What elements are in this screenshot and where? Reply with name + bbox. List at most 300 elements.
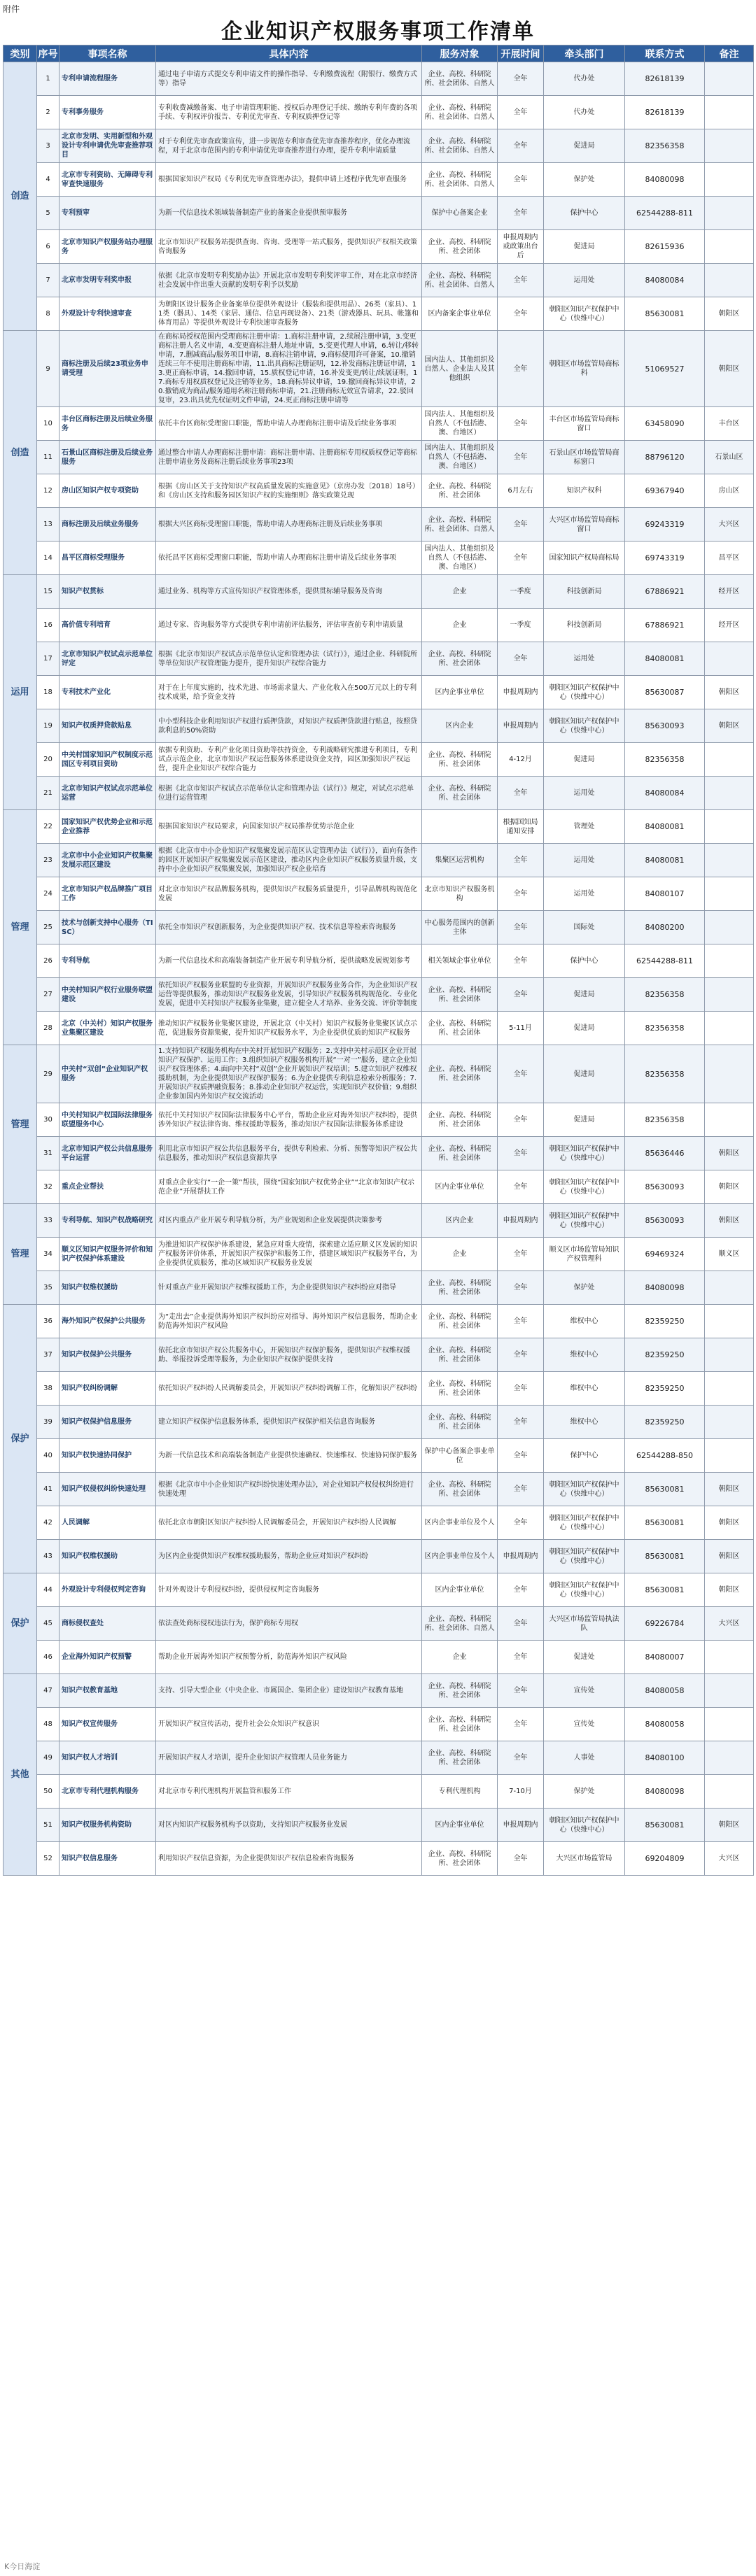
contact-phone: 62544288-811: [625, 197, 705, 230]
item-name: 石景山区商标注册及后续业务服务: [59, 441, 156, 474]
service-time: 全年: [498, 1674, 544, 1708]
remark: 朝阳区: [705, 1473, 754, 1506]
col-category: 类别: [4, 45, 37, 62]
category-cell: 管理: [4, 810, 37, 1045]
row-number: 27: [37, 978, 59, 1012]
service-audience: 企业、高校、科研院所、社会团体: [422, 1473, 498, 1506]
lead-department: 人事处: [544, 1741, 625, 1775]
lead-department: 朝阳区知识产权保护中心（快维中心）: [544, 1506, 625, 1540]
service-audience: 区内企事业单位及个人: [422, 1506, 498, 1540]
service-time: 全年: [498, 129, 544, 163]
lead-department: 大兴区市场监管局: [544, 1842, 625, 1876]
lead-department: 保护中心: [544, 197, 625, 230]
service-audience: 企业、高校、科研院所、社会团体: [422, 1842, 498, 1876]
contact-phone: 84080100: [625, 1741, 705, 1775]
service-time: 全年: [498, 911, 544, 944]
contact-phone: 84080058: [625, 1674, 705, 1708]
service-time: 全年: [498, 1607, 544, 1641]
contact-phone: 88796120: [625, 441, 705, 474]
item-description: 建立知识产权保护信息服务体系，提供知识产权保护相关信息咨询服务: [156, 1406, 422, 1439]
table-row: [4, 1473, 754, 1506]
service-time: 全年: [498, 1741, 544, 1775]
item-name: 国家知识产权优势企业和示范企业推荐: [59, 810, 156, 844]
lead-department: 促进处: [544, 1641, 625, 1674]
item-name: 中关村知识产权国际法律服务联盟服务中心: [59, 1103, 156, 1137]
remark: 经开区: [705, 609, 754, 642]
row-number: 30: [37, 1103, 59, 1137]
item-name: 北京市中小企业知识产权集聚发展示范区建设: [59, 844, 156, 877]
table-body: [4, 62, 754, 1876]
item-description: 根据《北京市知识产权试点示范单位认定和管理办法（试行）》规定，对试点示范单位进行运营管理: [156, 777, 422, 810]
item-description: 依托全市知识产权创新服务，为企业提供知识产权、技术信息等检索咨询服务: [156, 911, 422, 944]
table-row: [4, 609, 754, 642]
table-row: [4, 1406, 754, 1439]
service-audience: 企业: [422, 575, 498, 609]
service-time: 全年: [498, 96, 544, 129]
item-description: 根据国家知识产权局《专利优先审查管理办法》，提供申请上述程序优先审查服务: [156, 163, 422, 197]
row-number: 4: [37, 163, 59, 197]
col-time: 开展时间: [498, 45, 544, 62]
lead-department: 促进局: [544, 978, 625, 1012]
remark: [705, 129, 754, 163]
service-time: 申报周期内: [498, 709, 544, 743]
contact-phone: 85630081: [625, 1506, 705, 1540]
category-cell: 管理: [4, 1204, 37, 1305]
lead-department: 促进局: [544, 230, 625, 264]
table-row: [4, 62, 754, 96]
service-list-table: [3, 45, 754, 1876]
item-name: 专利申请流程服务: [59, 62, 156, 96]
item-name: 北京市知识产权公共信息服务平台运营: [59, 1137, 156, 1170]
remark: 经开区: [705, 575, 754, 609]
lead-department: 朝阳区知识产权保护中心（快维中心）: [544, 1137, 625, 1170]
table-row: [4, 1103, 754, 1137]
contact-phone: 85630087: [625, 676, 705, 709]
contact-phone: 82356358: [625, 1045, 705, 1103]
lead-department: 运用处: [544, 844, 625, 877]
contact-phone: 82359250: [625, 1406, 705, 1439]
table-row: [4, 1540, 754, 1573]
remark: [705, 230, 754, 264]
service-time: 全年: [498, 1641, 544, 1674]
service-audience: 集聚区运营机构: [422, 844, 498, 877]
lead-department: 朝阳区知识产权保护中心（快维中心）: [544, 1573, 625, 1607]
item-name: 高价值专利培育: [59, 609, 156, 642]
service-time: 一季度: [498, 609, 544, 642]
item-name: 昌平区商标受理服务: [59, 542, 156, 575]
item-description: 开展知识产权人才培训，提升企业知识产权管理人员业务能力: [156, 1741, 422, 1775]
row-number: 10: [37, 407, 59, 441]
item-description: 针对重点产业开展知识产权维权援助工作，为企业提供知识产权纠纷应对指导: [156, 1271, 422, 1305]
contact-phone: 84080098: [625, 1271, 705, 1305]
item-name: 知识产权保护公共服务: [59, 1338, 156, 1372]
service-audience: 企业、高校、科研院所、社会团体: [422, 1103, 498, 1137]
service-time: 全年: [498, 163, 544, 197]
lead-department: 保护中心: [544, 1439, 625, 1473]
item-description: 北京市知识产权服务站提供查询、咨询、受理等一站式服务，提供知识产权相关政策咨询服务: [156, 230, 422, 264]
attachment-label: 附件: [3, 4, 20, 14]
lead-department: 运用处: [544, 642, 625, 676]
service-audience: 企业、高校、科研院所、社会团体: [422, 1372, 498, 1406]
service-time: 全年: [498, 1103, 544, 1137]
table-row: [4, 96, 754, 129]
service-audience: 企业、高校、科研院所、社会团体、自然人: [422, 508, 498, 542]
item-description: 利用北京市知识产权公共信息服务平台，提供专利检索、分析、预警等知识产权公共信息服务，推动知识产权信息资源共享: [156, 1137, 422, 1170]
col-no: 序号: [37, 45, 59, 62]
service-audience: 区内企事业单位: [422, 676, 498, 709]
service-time: 根据国知局通知安排: [498, 810, 544, 844]
remark: [705, 642, 754, 676]
item-name: 知识产权侵权纠纷快速处理: [59, 1473, 156, 1506]
col-desc: 具体内容: [156, 45, 422, 62]
table-row: [4, 1674, 754, 1708]
service-audience: 企业、高校、科研院所、社会团体: [422, 1045, 498, 1103]
remark: [705, 844, 754, 877]
lead-department: 代办处: [544, 96, 625, 129]
item-name: 外观设计专利快速审查: [59, 297, 156, 331]
lead-department: 管理处: [544, 810, 625, 844]
service-time: 全年: [498, 1708, 544, 1741]
lead-department: 促进局: [544, 1012, 625, 1045]
remark: [705, 877, 754, 911]
service-time: 全年: [498, 1842, 544, 1876]
row-number: 42: [37, 1506, 59, 1540]
row-number: 49: [37, 1741, 59, 1775]
remark: [705, 1012, 754, 1045]
service-time: 全年: [498, 62, 544, 96]
item-description: 根据大兴区商标受理窗口职能，帮助申请人办理商标注册及后续业务事项: [156, 508, 422, 542]
item-name: 北京（中关村）知识产权服务业集聚区建设: [59, 1012, 156, 1045]
service-audience: 企业、高校、科研院所、社会团体: [422, 474, 498, 508]
contact-phone: 82356358: [625, 1012, 705, 1045]
remark: [705, 1045, 754, 1103]
contact-phone: 69469324: [625, 1238, 705, 1271]
service-time: 7-10月: [498, 1775, 544, 1809]
row-number: 14: [37, 542, 59, 575]
row-number: 50: [37, 1775, 59, 1809]
remark: 顺义区: [705, 1238, 754, 1271]
lead-department: 维权中心: [544, 1305, 625, 1338]
row-number: 37: [37, 1338, 59, 1372]
item-name: 丰台区商标注册及后续业务服务: [59, 407, 156, 441]
table-row: [4, 777, 754, 810]
lead-department: 国家知识产权局商标局: [544, 542, 625, 575]
remark: 朝阳区: [705, 676, 754, 709]
row-number: 9: [37, 331, 59, 407]
item-name: 外观设计专利侵权判定咨询: [59, 1573, 156, 1607]
service-time: 全年: [498, 1137, 544, 1170]
remark: 朝阳区: [705, 331, 754, 407]
row-number: 43: [37, 1540, 59, 1573]
lead-department: 保护处: [544, 163, 625, 197]
service-time: 全年: [498, 407, 544, 441]
service-time: 全年: [498, 1170, 544, 1204]
service-audience: 企业: [422, 609, 498, 642]
row-number: 33: [37, 1204, 59, 1238]
service-time: 全年: [498, 1338, 544, 1372]
category-cell: 创造: [4, 331, 37, 575]
remark: [705, 1439, 754, 1473]
service-audience: 国内法人、其他组织及自然人（不包括港、澳、台地区）: [422, 542, 498, 575]
lead-department: 朝阳区知识产权保护中心（快维中心）: [544, 1170, 625, 1204]
table-row: [4, 810, 754, 844]
col-name: 事项名称: [59, 45, 156, 62]
item-name: 知识产权保护信息服务: [59, 1406, 156, 1439]
lead-department: 朝阳区知识产权保护中心（快维中心）: [544, 1473, 625, 1506]
row-number: 20: [37, 743, 59, 777]
item-description: 帮助企业开展海外知识产权预警分析，防范海外知识产权风险: [156, 1641, 422, 1674]
item-description: 根据《北京市知识产权试点示范单位认定和管理办法（试行）》，通过企业、科研院所等单位知识产权管理能力提升，提升知识产权综合能力: [156, 642, 422, 676]
service-time: 全年: [498, 1406, 544, 1439]
contact-phone: 82356358: [625, 129, 705, 163]
item-name: 知识产权宣传服务: [59, 1708, 156, 1741]
row-number: 31: [37, 1137, 59, 1170]
remark: [705, 1775, 754, 1809]
table-row: [4, 911, 754, 944]
service-audience: 区内企事业单位及个人: [422, 1540, 498, 1573]
service-time: 全年: [498, 542, 544, 575]
table-row: [4, 1506, 754, 1540]
remark: 朝阳区: [705, 1809, 754, 1842]
service-time: 全年: [498, 441, 544, 474]
table-row: [4, 743, 754, 777]
contact-phone: 82618139: [625, 96, 705, 129]
service-audience: 企业、高校、科研院所、社会团体: [422, 978, 498, 1012]
service-audience: 区内企事业单位: [422, 1809, 498, 1842]
item-name: 房山区知识产权专项资助: [59, 474, 156, 508]
item-description: 依据《北京市发明专利奖励办法》开展北京市发明专利奖评审工作，对在北京市经济社会发展中作出重大贡献的发明专利予以奖励: [156, 264, 422, 297]
service-audience: 企业、高校、科研院所、社会团体、自然人: [422, 62, 498, 96]
remark: [705, 1338, 754, 1372]
remark: [705, 911, 754, 944]
remark: [705, 1372, 754, 1406]
item-description: 对北京市知识产权品牌服务机构，提供知识产权服务质量提升，引导品牌机构规范化发展: [156, 877, 422, 911]
item-name: 中关村“双创”企业知识产权服务: [59, 1045, 156, 1103]
table-row: [4, 1338, 754, 1372]
item-description: 推动知识产权服务业集聚区建设，开展北京（中关村）知识产权服务业集聚区试点示范，促进服务资源集聚，提升知识产权服务水平，为企业提供优质的知识产权服务: [156, 1012, 422, 1045]
table-row: [4, 197, 754, 230]
item-name: 重点企业帮扶: [59, 1170, 156, 1204]
service-time: 全年: [498, 642, 544, 676]
service-time: 全年: [498, 1473, 544, 1506]
item-description: 依据专利资助、专利产业化项目资助等扶持资金，专利战略研究推进专利项目，专利试点示范企业，北京市知识产权运营服务体系建设资金支持，园区加强知识产权运营，提升企业知识产权综合能力: [156, 743, 422, 777]
service-audience: 区内企事业单位: [422, 1573, 498, 1607]
contact-phone: 84080007: [625, 1641, 705, 1674]
lead-department: 朝阳区知识产权保护中心（快维中心）: [544, 1540, 625, 1573]
item-name: 商标注册及后续23项业务申请受理: [59, 331, 156, 407]
lead-department: 朝阳区市场监管局商标科: [544, 331, 625, 407]
item-name: 知识产权快速协同保护: [59, 1439, 156, 1473]
row-number: 7: [37, 264, 59, 297]
row-number: 29: [37, 1045, 59, 1103]
contact-phone: 85630081: [625, 1809, 705, 1842]
item-description: 专利收费减缴备案、电子申请管理职能、授权后办理登记手续、缴纳专利年费的各项手续、专利权评价报告、专利优先审查、专利权质押登记等: [156, 96, 422, 129]
contact-phone: 82615936: [625, 230, 705, 264]
item-description: 根据《房山区关于支持知识产权高质量发展的实施意见》（京房办发〔2018〕18号）和《房山区支持和服务园区知识产权的实施细则》落实政策兑现: [156, 474, 422, 508]
page-title: 企业知识产权服务事项工作清单: [221, 20, 535, 44]
service-audience: 国内法人、其他组织及自然人（不包括港、澳、台地区）: [422, 407, 498, 441]
item-name: 知识产权信息服务: [59, 1842, 156, 1876]
item-name: 专利导航: [59, 944, 156, 978]
lead-department: 石景山区市场监管局商标窗口: [544, 441, 625, 474]
remark: 朝阳区: [705, 1137, 754, 1170]
service-audience: 企业、高校、科研院所、社会团体: [422, 1271, 498, 1305]
category-cell: 创造: [4, 62, 37, 331]
table-row: [4, 1573, 754, 1607]
lead-department: 朝阳区知识产权保护中心（快维中心）: [544, 709, 625, 743]
item-name: 专利事务服务: [59, 96, 156, 129]
service-audience: 区内企事业单位: [422, 1170, 498, 1204]
item-name: 技术与创新支持中心服务（TISC）: [59, 911, 156, 944]
service-audience: 企业、高校、科研院所、社会团体: [422, 1741, 498, 1775]
item-description: 针对外观设计专利侵权纠纷，提供侵权判定咨询服务: [156, 1573, 422, 1607]
lead-department: 知识产权科: [544, 474, 625, 508]
category-cell: 管理: [4, 1045, 37, 1204]
remark: [705, 1674, 754, 1708]
item-name: 北京市知识产权品牌推广项目工作: [59, 877, 156, 911]
table-row: [4, 441, 754, 474]
service-time: 全年: [498, 877, 544, 911]
contact-phone: 82618139: [625, 62, 705, 96]
service-time: 全年: [498, 844, 544, 877]
row-number: 41: [37, 1473, 59, 1506]
item-description: 通过整合申请人办理商标注册申请：商标注册申请、注册商标专用权质权登记等商标注册申请业务及商标注册后续业务事项23项: [156, 441, 422, 474]
item-name: 专利技术产业化: [59, 676, 156, 709]
item-name: 海外知识产权保护公共服务: [59, 1305, 156, 1338]
contact-phone: 84080058: [625, 1708, 705, 1741]
row-number: 52: [37, 1842, 59, 1876]
contact-phone: 69204809: [625, 1842, 705, 1876]
row-number: 51: [37, 1809, 59, 1842]
remark: [705, 1103, 754, 1137]
remark: 朝阳区: [705, 1204, 754, 1238]
service-time: 申报周期内: [498, 676, 544, 709]
service-audience: 企业、高校、科研院所、社会团体: [422, 743, 498, 777]
remark: 朝阳区: [705, 1573, 754, 1607]
table-row: [4, 1775, 754, 1809]
item-name: 企业海外知识产权预警: [59, 1641, 156, 1674]
item-description: 根据《北京市中小企业知识产权纠纷快速处理办法》，对企业知识产权侵权纠纷进行快速处理: [156, 1473, 422, 1506]
service-audience: 企业、高校、科研院所、社会团体: [422, 1338, 498, 1372]
table-row: [4, 508, 754, 542]
remark: [705, 1406, 754, 1439]
item-description: 通过电子申请方式提交专利申请文件的操作指导、专利缴费流程（附银行、缴费方式等）指导: [156, 62, 422, 96]
remark: [705, 810, 754, 844]
item-description: 利用知识产权信息资源，为企业提供知识产权信息检索咨询服务: [156, 1842, 422, 1876]
contact-phone: 84080081: [625, 844, 705, 877]
table-row: [4, 1641, 754, 1674]
remark: [705, 62, 754, 96]
table-row: [4, 297, 754, 331]
lead-department: 促进局: [544, 129, 625, 163]
item-description: 开展知识产权宣传活动，提升社会公众知识产权意识: [156, 1708, 422, 1741]
item-name: 顺义区知识产权服务评价和知识产权保护体系建设: [59, 1238, 156, 1271]
table-row: [4, 331, 754, 407]
remark: [705, 163, 754, 197]
table-row: [4, 1439, 754, 1473]
table-row: [4, 542, 754, 575]
service-audience: 企业: [422, 1641, 498, 1674]
item-name: 知识产权维权援助: [59, 1540, 156, 1573]
service-time: 全年: [498, 1045, 544, 1103]
item-description: 为朝阳区设计服务企业备案单位提供外观设计（服装和提供用品）、26类（家具）、11类（器具）、14类（家居、通信、信息再现设备）、21类（游戏器具、玩具、帐篷和体育用品）等提供外观设计专利快速审查服务: [156, 297, 422, 331]
contact-phone: 69367940: [625, 474, 705, 508]
table-row: [4, 676, 754, 709]
remark: [705, 1641, 754, 1674]
lead-department: 大兴区市场监管局商标窗口: [544, 508, 625, 542]
remark: [705, 197, 754, 230]
item-name: 知识产权贯标: [59, 575, 156, 609]
item-name: 北京市专利资助、无障碍专利审查快速服务: [59, 163, 156, 197]
service-time: 全年: [498, 1305, 544, 1338]
lead-department: 保护中心: [544, 944, 625, 978]
service-time: 申报周期内: [498, 1809, 544, 1842]
table-row: [4, 1842, 754, 1876]
table-row: [4, 877, 754, 911]
remark: [705, 1708, 754, 1741]
item-description: 依法查处商标侵权违法行为，保护商标专用权: [156, 1607, 422, 1641]
header-row: [4, 45, 754, 62]
item-description: 为区内企业提供知识产权维权援助服务，帮助企业应对知识产权纠纷: [156, 1540, 422, 1573]
item-name: 人民调解: [59, 1506, 156, 1540]
item-description: 依托北京市朝阳区知识产权纠纷人民调解委员会，开展知识产权纠纷人民调解: [156, 1506, 422, 1540]
contact-phone: 82359250: [625, 1338, 705, 1372]
table-row: [4, 129, 754, 163]
lead-department: 促进局: [544, 1045, 625, 1103]
lead-department: 促进局: [544, 743, 625, 777]
footer-logo: K今日海淀: [4, 2562, 41, 2571]
item-name: 中关村知识产权行业服务联盟建设: [59, 978, 156, 1012]
item-name: 知识产权质押贷款贴息: [59, 709, 156, 743]
remark: [705, 743, 754, 777]
item-name: 北京市知识产权服务站办理服务: [59, 230, 156, 264]
service-audience: 企业: [422, 1238, 498, 1271]
lead-department: 科技创新局: [544, 575, 625, 609]
item-description: 在商标局授权范围内受理商标注册申请：1.商标注册申请，2.续展注册申请，3.变更商标注册人名义申请，4.变更商标注册人地址申请，5.变更代理人申请，6.转让/移转申请，7.删减商品/服务项目申请，8.商标注销申请，9.商标使用许可备案，10.撤销连续三年不使用注册商标申请，11.出具商标注册证明，12.补发商标注册证申请，13.更正商标申请，14.撤回申请，15.质权登记申请，16.补发变更/转让/续展证明，17.商标专用权质权登记及注销等业务，18.商标异议申请，19.撤回商标异议申请，20.撤销成为商品/服务通用名称注册商标申请，21.注册商标无效宣告请求，22.驳回复审，23.出具优先权证明文件申请，24.更正商标注册申请等: [156, 331, 422, 407]
service-audience: 企业、高校、科研院所、社会团体、自然人: [422, 264, 498, 297]
service-time: 全年: [498, 1506, 544, 1540]
item-name: 知识产权纠纷调解: [59, 1372, 156, 1406]
lead-department: 运用处: [544, 877, 625, 911]
service-audience: 企业、高校、科研院所、社会团体: [422, 1012, 498, 1045]
remark: [705, 1741, 754, 1775]
row-number: 15: [37, 575, 59, 609]
item-description: 通过业务、机构等方式宣传知识产权管理体系，提供贯标辅导服务及咨询: [156, 575, 422, 609]
service-audience: 区内企业: [422, 709, 498, 743]
contact-phone: 85630093: [625, 709, 705, 743]
item-name: 中关村国家知识产权制度示范园区专利项目资助: [59, 743, 156, 777]
contact-phone: 82356358: [625, 1103, 705, 1137]
contact-phone: 85630081: [625, 1540, 705, 1573]
item-description: 依托丰台区商标受理窗口职能，帮助申请人办理商标注册申请及后续业务事项: [156, 407, 422, 441]
contact-phone: 85630093: [625, 1170, 705, 1204]
table-row: [4, 1607, 754, 1641]
service-time: 全年: [498, 197, 544, 230]
item-description: 依托知识产权纠纷人民调解委员会，开展知识产权纠纷调解工作，化解知识产权纠纷: [156, 1372, 422, 1406]
service-audience: 相关领域企事业单位: [422, 944, 498, 978]
col-phone: 联系方式: [625, 45, 705, 62]
contact-phone: 85630081: [625, 297, 705, 331]
table-row: [4, 1741, 754, 1775]
service-audience: 专利代理机构: [422, 1775, 498, 1809]
service-audience: 企业、高校、科研院所、社会团体: [422, 642, 498, 676]
contact-phone: 84080081: [625, 810, 705, 844]
table-row: [4, 642, 754, 676]
remark: 昌平区: [705, 542, 754, 575]
lead-department: 丰台区市场监管局商标窗口: [544, 407, 625, 441]
item-name: 北京市发明、实用新型和外观设计专利申请优先审查推荐项目: [59, 129, 156, 163]
service-audience: 企业、高校、科研院所、社会团体、自然人: [422, 163, 498, 197]
